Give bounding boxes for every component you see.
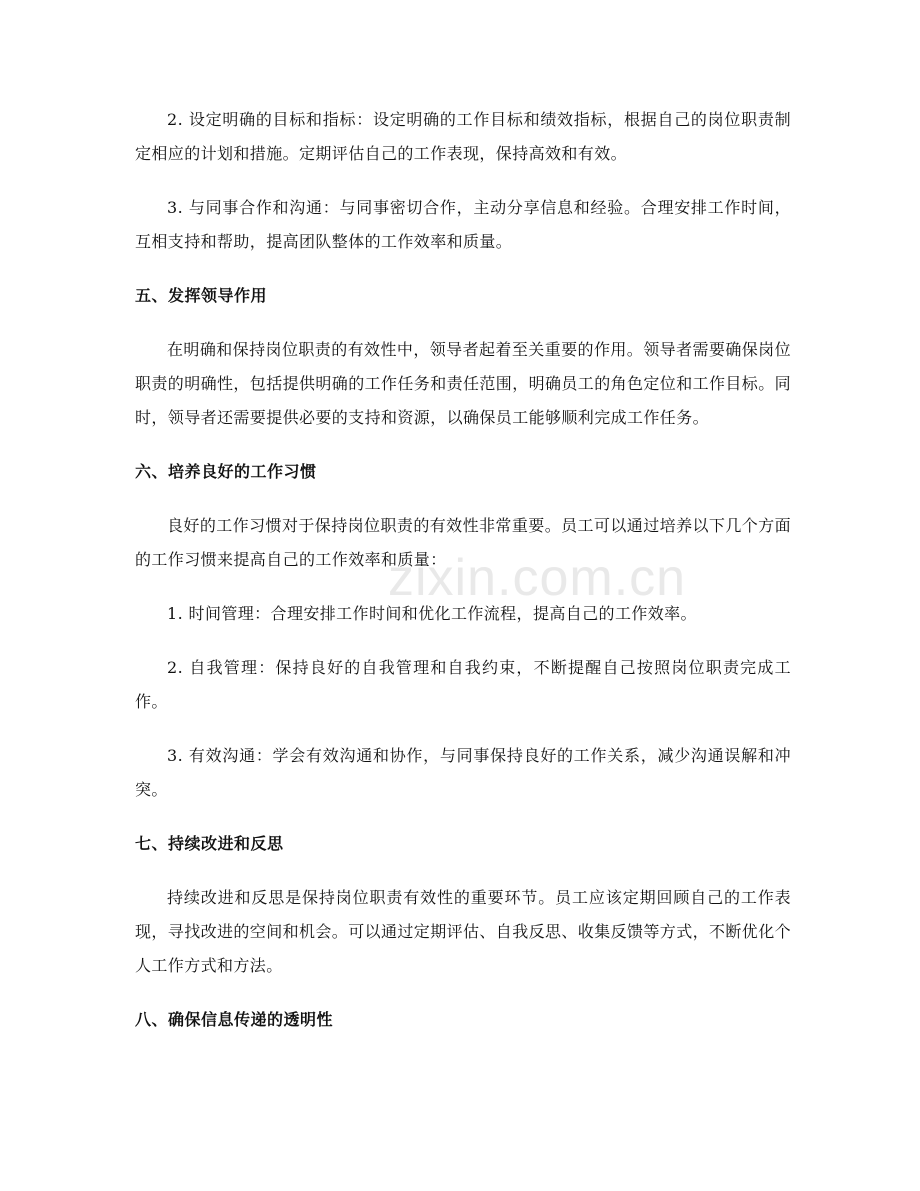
paragraph: 3. 与同事合作和沟通：与同事密切合作，主动分享信息和经验。合理安排工作时间，互相支持和帮助，提高团队整体的工作效率和质量。 xyxy=(135,198,791,251)
paragraph: 2. 设定明确的目标和指标：设定明确的工作目标和绩效指标，根据自己的岗位职责制定相应的计划和措施。定期评估自己的工作表现，保持高效和有效。 xyxy=(135,110,791,163)
paragraph: 3. 有效沟通：学会有效沟通和协作，与同事保持良好的工作关系，减少沟通误解和冲突。 xyxy=(135,746,791,799)
section-heading: 八、确保信息传递的透明性 xyxy=(135,1010,334,1029)
paragraph: 在明确和保持岗位职责的有效性中，领导者起着至关重要的作用。领导者需要确保岗位职责的明确性，包括提供明确的工作任务和责任范围，明确员工的角色定位和工作目标。同时，领导者还需要提供必要的支持和资源，以确保员工能够顺利完成工作任务。 xyxy=(135,340,792,427)
watermark: zixin.com.cn xyxy=(388,549,687,607)
paragraph: 1. 时间管理：合理安排工作时间和优化工作流程，提高自己的工作效率。 xyxy=(167,604,697,623)
section-heading: 五、发挥领导作用 xyxy=(135,286,268,305)
section-heading: 六、培养良好的工作习惯 xyxy=(135,462,317,481)
paragraph: 持续改进和反思是保持岗位职责有效性的重要环节。员工应该定期回顾自己的工作表现，寻找改进的空间和机会。可以通过定期评估、自我反思、收集反馈等方式，不断优化个人工作方式和方法。 xyxy=(135,888,792,975)
paragraph: 2. 自我管理：保持良好的自我管理和自我约束，不断提醒自己按照岗位职责完成工作。 xyxy=(135,658,791,711)
paragraph: 良好的工作习惯对于保持岗位职责的有效性非常重要。员工可以通过培养以下几个方面的工作习惯来提高自己的工作效率和质量： xyxy=(135,516,791,569)
section-heading: 七、持续改进和反思 xyxy=(135,834,284,853)
document-body xyxy=(135,103,791,1057)
